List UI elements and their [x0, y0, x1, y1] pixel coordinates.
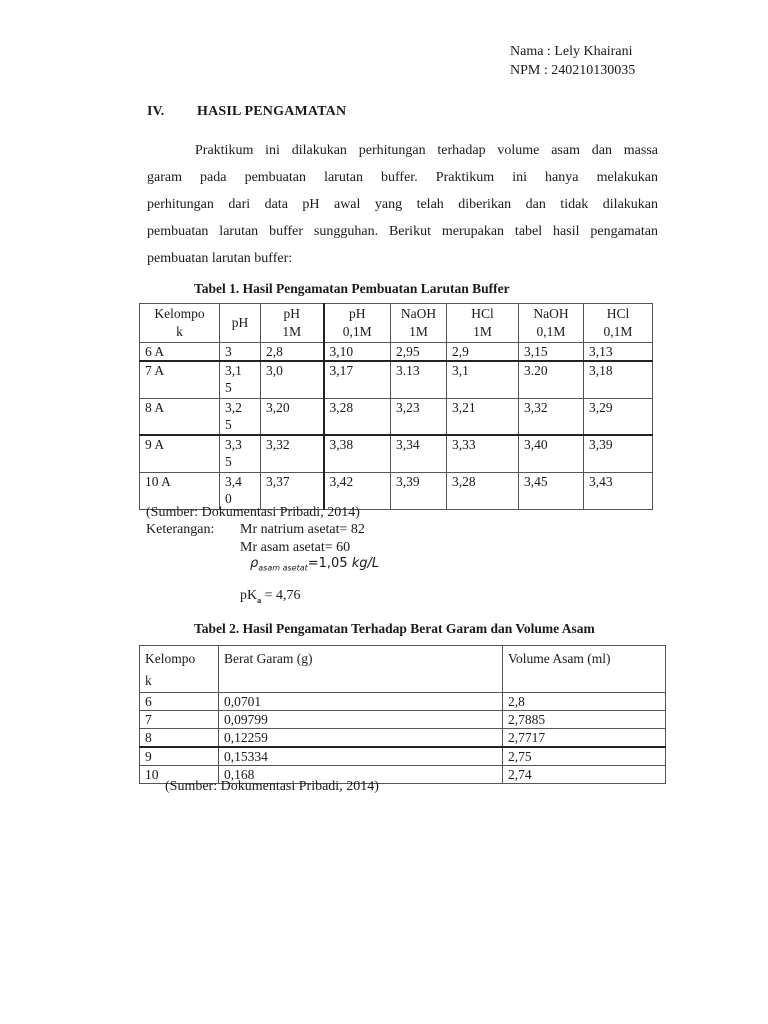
cell-kelompok: 8 A	[140, 398, 220, 435]
table2-caption: Tabel 2. Hasil Pengamatan Terhadap Berat Garam dan Volume Asam	[194, 621, 595, 636]
table-row	[140, 398, 653, 435]
table-row	[140, 435, 653, 472]
cell-hcl-1m: 2,9	[447, 343, 519, 362]
table-row	[140, 711, 666, 729]
cell-kelompok: 7 A	[140, 361, 220, 398]
keterangan-label: Keterangan:	[146, 522, 215, 537]
table1-header-row	[140, 304, 653, 343]
table-row	[140, 747, 666, 766]
table-row	[140, 729, 666, 748]
cell-naoh-01m: 3,32	[519, 398, 584, 435]
paragraph-line: pembuatan larutan buffer:	[147, 251, 293, 266]
cell-ph: 3,1 5	[220, 361, 261, 398]
table1-caption: Tabel 1. Hasil Pengamatan Pembuatan Larutan Buffer	[194, 281, 510, 296]
table-row	[140, 361, 653, 398]
table-row	[140, 693, 666, 711]
paragraph-line: pembuatan larutan buffer sungguhan. Berikut merupakan tabel hasil pengamatan	[147, 224, 658, 239]
cell-kelompok: 9	[140, 747, 219, 766]
cell-hcl-01m: 3,13	[584, 343, 653, 362]
cell-kelompok: 10 A	[140, 472, 220, 509]
cell-berat-garam: 0,168	[219, 766, 503, 784]
paragraph-line: Praktikum ini dilakukan perhitungan terhadap volume asam dan massa	[195, 143, 658, 158]
cell-ph-1m: 3,37	[261, 472, 324, 509]
cell-hcl-01m: 3,29	[584, 398, 653, 435]
col-header-kelompok: Kelompo k	[140, 646, 219, 693]
col-header-ph-1m: pH 1M	[261, 304, 324, 343]
cell-volume-asam: 2,8	[503, 693, 666, 711]
mr-natrium-asetat: Mr natrium asetat= 82	[240, 522, 365, 537]
cell-berat-garam: 0,15334	[219, 747, 503, 766]
cell-naoh-1m: 3.13	[391, 361, 447, 398]
cell-ph-1m: 3,20	[261, 398, 324, 435]
cell-ph: 3,4 0	[220, 472, 261, 509]
table2-source: (Sumber: Dokumentasi Pribadi, 2014)	[165, 779, 379, 794]
col-header-hcl-01m: HCl 0,1M	[584, 304, 653, 343]
cell-ph: 3,3 5	[220, 435, 261, 472]
cell-naoh-1m: 2,95	[391, 343, 447, 362]
cell-volume-asam: 2,74	[503, 766, 666, 784]
cell-ph-1m: 2,8	[261, 343, 324, 362]
table2	[139, 645, 666, 784]
cell-naoh-01m: 3,40	[519, 435, 584, 472]
mr-asam-asetat: Mr asam asetat= 60	[240, 540, 351, 555]
col-header-kelompok: Kelompo k	[140, 304, 220, 343]
col-header-ph-01m: pH 0,1M	[324, 304, 391, 343]
cell-volume-asam: 2,7885	[503, 711, 666, 729]
cell-kelompok: 6 A	[140, 343, 220, 362]
intro-paragraph	[147, 137, 658, 272]
table1-source: (Sumber: Dokumentasi Pribadi, 2014)	[146, 505, 360, 520]
cell-kelompok: 7	[140, 711, 219, 729]
cell-kelompok: 10	[140, 766, 219, 784]
cell-ph: 3	[220, 343, 261, 362]
paragraph-line: garam pada pembuatan larutan buffer. Praktikum ini hanya melakukan	[147, 170, 658, 185]
cell-hcl-1m: 3,33	[447, 435, 519, 472]
table1	[139, 303, 653, 510]
table-row	[140, 343, 653, 362]
cell-naoh-01m: 3,15	[519, 343, 584, 362]
table2-header-row	[140, 646, 666, 693]
cell-kelompok: 9 A	[140, 435, 220, 472]
col-header-ph: pH	[220, 304, 261, 343]
cell-berat-garam: 0,12259	[219, 729, 503, 748]
cell-ph-01m: 3,17	[324, 361, 391, 398]
cell-ph: 3,2 5	[220, 398, 261, 435]
cell-berat-garam: 0,09799	[219, 711, 503, 729]
section-title: HASIL PENGAMATAN	[197, 104, 347, 119]
cell-hcl-1m: 3,21	[447, 398, 519, 435]
cell-kelompok: 8	[140, 729, 219, 748]
density-asam-asetat: $\rho_{asam asetat}=1,05$ kg/L	[250, 556, 380, 573]
pka-value: $pK_a = 4,76$	[240, 588, 301, 605]
cell-hcl-01m: 3,18	[584, 361, 653, 398]
cell-naoh-1m: 3,39	[391, 472, 447, 509]
table-row	[140, 472, 653, 509]
paragraph-line: perhitungan dari data pH awal yang telah diberikan dan tidak dilakukan	[147, 197, 658, 212]
cell-ph-1m: 3,32	[261, 435, 324, 472]
cell-hcl-01m: 3,43	[584, 472, 653, 509]
cell-berat-garam: 0,0701	[219, 693, 503, 711]
col-header-naoh-1m: NaOH 1M	[391, 304, 447, 343]
cell-volume-asam: 2,75	[503, 747, 666, 766]
author-npm: NPM : 240210130035	[510, 63, 636, 78]
cell-ph-01m: 3,38	[324, 435, 391, 472]
col-header-hcl-1m: HCl 1M	[447, 304, 519, 343]
cell-ph-01m: 3,10	[324, 343, 391, 362]
col-header-naoh-01m: NaOH 0,1M	[519, 304, 584, 343]
cell-naoh-01m: 3.20	[519, 361, 584, 398]
cell-ph-01m: 3,42	[324, 472, 391, 509]
cell-volume-asam: 2,7717	[503, 729, 666, 748]
col-header-berat-garam: Berat Garam (g)	[219, 646, 503, 693]
col-header-volume-asam: Volume Asam (ml)	[503, 646, 666, 693]
cell-naoh-01m: 3,45	[519, 472, 584, 509]
cell-hcl-01m: 3,39	[584, 435, 653, 472]
cell-naoh-1m: 3,23	[391, 398, 447, 435]
cell-hcl-1m: 3,28	[447, 472, 519, 509]
cell-naoh-1m: 3,34	[391, 435, 447, 472]
author-name: Nama : Lely Khairani	[510, 44, 633, 59]
section-number: IV.	[147, 104, 165, 119]
cell-ph-01m: 3,28	[324, 398, 391, 435]
cell-ph-1m: 3,0	[261, 361, 324, 398]
cell-hcl-1m: 3,1	[447, 361, 519, 398]
cell-kelompok: 6	[140, 693, 219, 711]
